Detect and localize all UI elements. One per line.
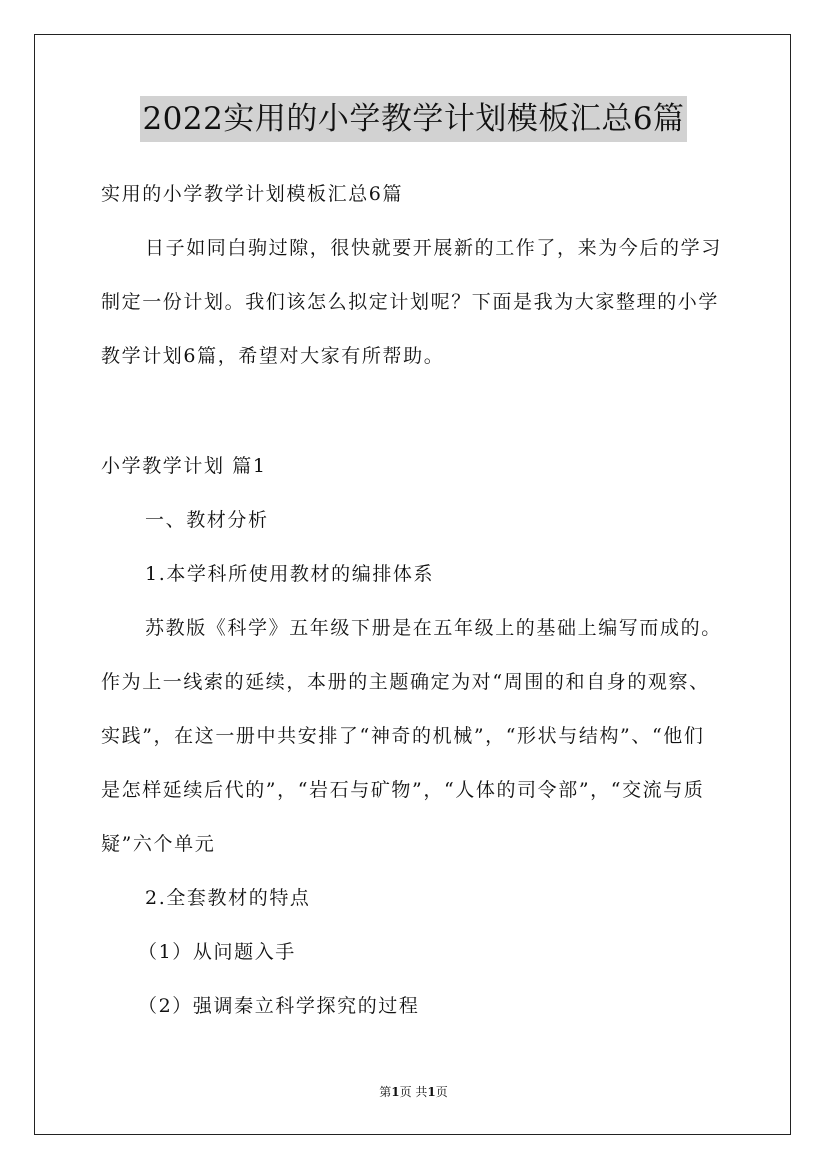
section-heading: 小学教学计划 篇1: [101, 455, 267, 477]
paragraph-1-line-1: 苏教版《科学》五年级下册是在五年级上的基础上编写而成的。: [145, 617, 722, 639]
footer-page-number: 1: [391, 1085, 400, 1099]
footer-mid: 页 共: [399, 1085, 428, 1099]
paragraph-1-line-5: 疑”六个单元: [101, 833, 216, 855]
point-1: （1）从问题入手: [138, 941, 296, 963]
subsection-1-heading: 1.本学科所使用教材的编排体系: [145, 563, 435, 585]
footer-prefix: 第: [379, 1085, 392, 1099]
paragraph-1-line-4: 是怎样延续后代的”，“岩石与矿物”，“人体的司令部”，“交流与质: [101, 779, 705, 801]
intro-line-2: 制定一份计划。我们该怎么拟定计划呢？下面是我为大家整理的小学: [101, 291, 720, 313]
title-container: [0, 96, 827, 142]
subsection-2-heading: 2.全套教材的特点: [145, 887, 311, 909]
document-title: 2022实用的小学教学计划模板汇总6篇: [140, 96, 686, 142]
section-1-heading: 一、教材分析: [145, 509, 269, 531]
page-footer: [0, 1083, 827, 1101]
footer-total-pages: 1: [427, 1085, 436, 1099]
point-2: （2）强调秦立科学探究的过程: [138, 995, 420, 1017]
intro-line-3: 教学计划6篇，希望对大家有所帮助。: [101, 345, 445, 367]
intro-line-1: 日子如同白驹过隙，很快就要开展新的工作了，来为今后的学习: [145, 237, 722, 259]
document-subtitle: 实用的小学教学计划模板汇总6篇: [101, 183, 404, 205]
paragraph-1-line-3: 实践”，在这一册中共安排了“神奇的机械”，“形状与结构”、“他们: [101, 725, 705, 747]
paragraph-1-line-2: 作为上一线索的延续，本册的主题确定为对“周围的和自身的观察、: [101, 671, 710, 693]
footer-suffix: 页: [435, 1085, 448, 1099]
